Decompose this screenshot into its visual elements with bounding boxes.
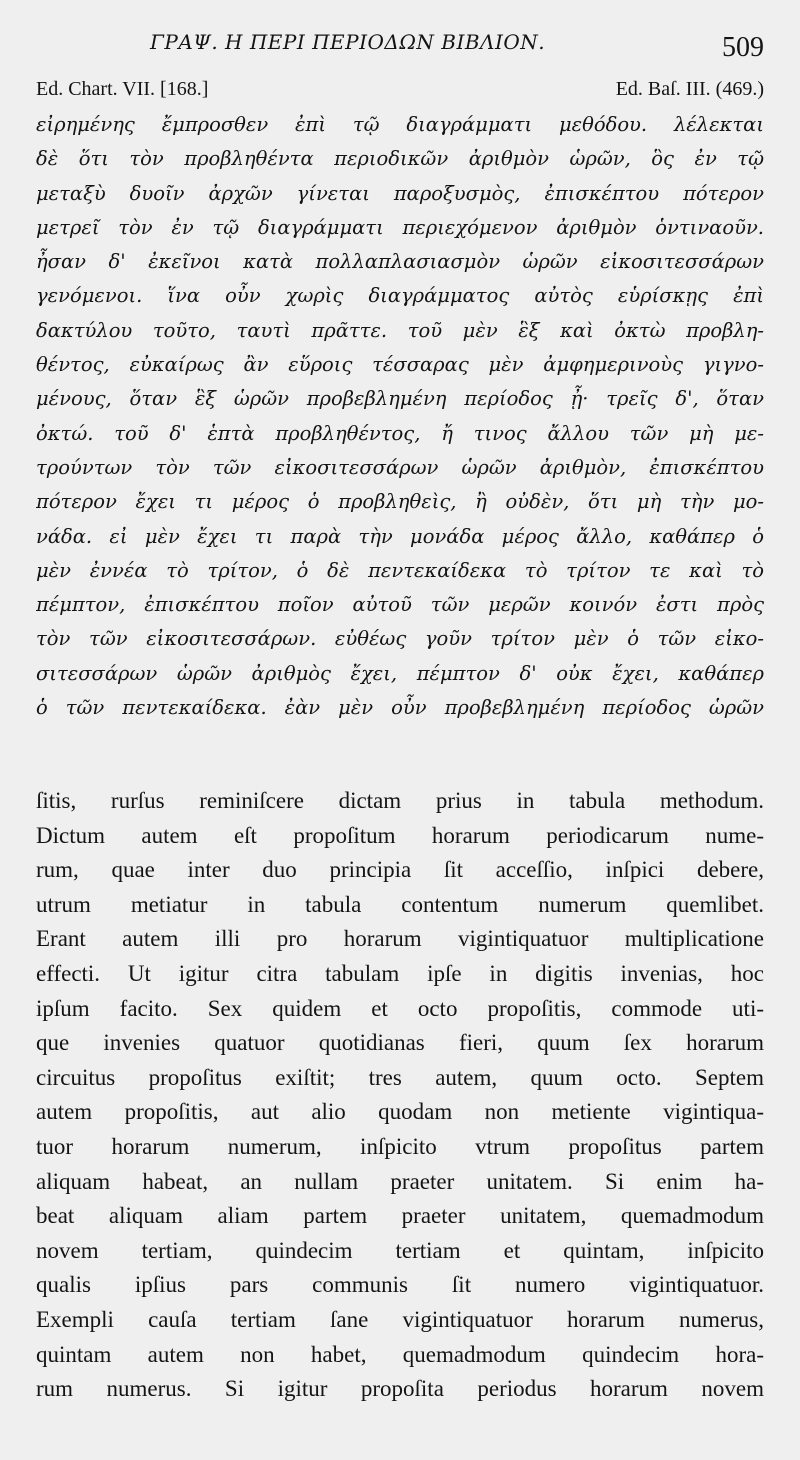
latin-text-line: rum numerus. Si igitur propoſita periodus horarum novem bbox=[36, 1376, 764, 1402]
edition-reference-line bbox=[36, 78, 764, 102]
latin-text-line: qualis ipſius pars communis ſit numero vigintiquatuor. bbox=[36, 1272, 764, 1298]
running-head bbox=[0, 28, 800, 63]
greek-text-line: μένους, ὅταν ἓξ ὡρῶν προβεβλημένη περίοδος ᾖ· τρεῖς δ', ὅταν bbox=[36, 387, 764, 411]
greek-text-line: δὲ ὅτι τὸν προβληθέντα περιοδικῶν ἀριθμὸν ὡρῶν, ὃς ἐν τῷ bbox=[36, 147, 764, 171]
latin-text-line: aliquam habeat, an nullam praeter unitatem. Si enim ha- bbox=[36, 1168, 764, 1194]
greek-text-line: θέντος, εὐκαίρως ἂν εὕροις τέσσαρας μὲν ἀμφημερινοὺς γιγνο- bbox=[36, 353, 764, 377]
greek-text-line: τὸν τῶν εἰκοσιτεσσάρων. εὐθέως γοῦν τρίτον μὲν ὁ τῶν εἰκο- bbox=[36, 627, 764, 651]
greek-text-line: δακτύλου τοῦτο, ταυτὶ πρᾶττε. τοῦ μὲν ἓξ καὶ ὀκτὼ προβλη- bbox=[36, 318, 764, 342]
greek-text-line: σιτεσσάρων ὡρῶν ἀριθμὸς ἔχει, πέμπτον δ' οὐκ ἔχει, καθάπερ bbox=[36, 661, 764, 685]
latin-text-line: beat aliquam aliam partem praeter unitatem, quemadmodum bbox=[36, 1203, 764, 1229]
greek-text-line: μετρεῖ τὸν ἐν τῷ διαγράμματι περιεχόμενον ἀριθμὸν ὁντιναοῦν. bbox=[36, 215, 764, 239]
greek-text-line: μὲν ἐννέα τὸ τρίτον, ὁ δὲ πεντεκαίδεκα τὸ τρίτον τε καὶ τὸ bbox=[36, 558, 764, 582]
latin-text-line: rum, quae inter duo principia ſit acceſſio, inſpici debere, bbox=[36, 857, 764, 883]
latin-text-line: autem propoſitis, aut alio quodam non metiente vigintiqua- bbox=[36, 1099, 764, 1125]
greek-text-line: νάδα. εἰ μὲν ἔχει τι παρὰ τὴν μονάδα μέρος ἄλλο, καθάπερ ὁ bbox=[36, 524, 764, 548]
latin-text-line: tuor horarum numerum, inſpicito vtrum propoſitus partem bbox=[36, 1133, 764, 1159]
greek-text-line: ὀκτώ. τοῦ δ' ἑπτὰ προβληθέντος, ἤ τινος ἄλλου τῶν μὴ με- bbox=[36, 421, 764, 445]
latin-text-line: Dictum autem eſt propoſitum horarum periodicarum nume- bbox=[36, 822, 764, 848]
latin-text-line: ipſum facito. Sex quidem et octo propoſitis, commode uti- bbox=[36, 995, 764, 1021]
latin-text-line: novem tertiam, quindecim tertiam et quintam, inſpicito bbox=[36, 1237, 764, 1263]
edition-chartier-reference: Ed. Chart. VII. [168.] bbox=[36, 78, 209, 100]
greek-text-line: τρούντων τὸν τῶν εἰκοσιτεσσάρων ὡρῶν ἀριθμὸν, ἐπισκέπτου bbox=[36, 455, 764, 479]
latin-text-line: circuitus propoſitus exiſtit; tres autem, quum octo. Septem bbox=[36, 1064, 764, 1090]
latin-text-line: que invenies quatuor quotidianas fieri, quum ſex horarum bbox=[36, 1030, 764, 1056]
greek-text-line: πέμπτον, ἐπισκέπτου ποῖον αὐτοῦ τῶν μερῶν κοινόν ἐστι πρὸς bbox=[36, 593, 764, 617]
greek-text-block bbox=[36, 108, 764, 725]
greek-text-line: ὁ τῶν πεντεκαίδεκα. ἐὰν μὲν οὖν προβεβλημένη περίοδος ὡρῶν bbox=[36, 696, 764, 720]
edition-basel-reference: Ed. Baſ. III. (469.) bbox=[615, 78, 764, 100]
latin-text-block bbox=[36, 784, 764, 1407]
latin-text-line: ſitis, rurſus reminiſcere dictam prius in tabula methodum. bbox=[36, 788, 764, 813]
latin-text-line: Exempli cauſa tertiam ſane vigintiquatuor horarum numerus, bbox=[36, 1306, 764, 1332]
greek-text-line: γενόμενοι. ἵνα οὖν χωρὶς διαγράμματος αὐτὸς εὑρίσκῃς ἐπὶ bbox=[36, 284, 764, 308]
greek-text-line: ἦσαν δ' ἐκεῖνοι κατὰ πολλαπλασιασμὸν ὡρῶν εἰκοσιτεσσάρων bbox=[36, 250, 764, 274]
latin-text-line: utrum metiatur in tabula contentum numerum quemlibet. bbox=[36, 891, 764, 917]
greek-text-line: πότερον ἔχει τι μέρος ὁ προβληθεὶς, ἢ οὐδὲν, ὅτι μὴ τὴν μο- bbox=[36, 490, 764, 514]
page-number: 509 bbox=[722, 32, 764, 63]
running-title: ΓΡΑΨ. Η ΠΕΡΙ ΠΕΡΙΟΔΩΝ ΒΙΒΛΙΟΝ. bbox=[150, 30, 546, 54]
latin-text-line: effecti. Ut igitur citra tabulam ipſe in digitis invenias, hoc bbox=[36, 960, 764, 986]
latin-text-line: quintam autem non habet, quemadmodum quindecim hora- bbox=[36, 1341, 764, 1367]
greek-text-line: μεταξὺ δυοῖν ἀρχῶν γίνεται παροξυσμὸς, ἐπισκέπτου πότερον bbox=[36, 181, 764, 205]
greek-text-line: εἰρημένης ἔμπροσθεν ἐπὶ τῷ διαγράμματι μεθόδου. λέλεκται bbox=[36, 113, 764, 136]
latin-text-line: Erant autem illi pro horarum vigintiquatuor multiplicatione bbox=[36, 926, 764, 952]
